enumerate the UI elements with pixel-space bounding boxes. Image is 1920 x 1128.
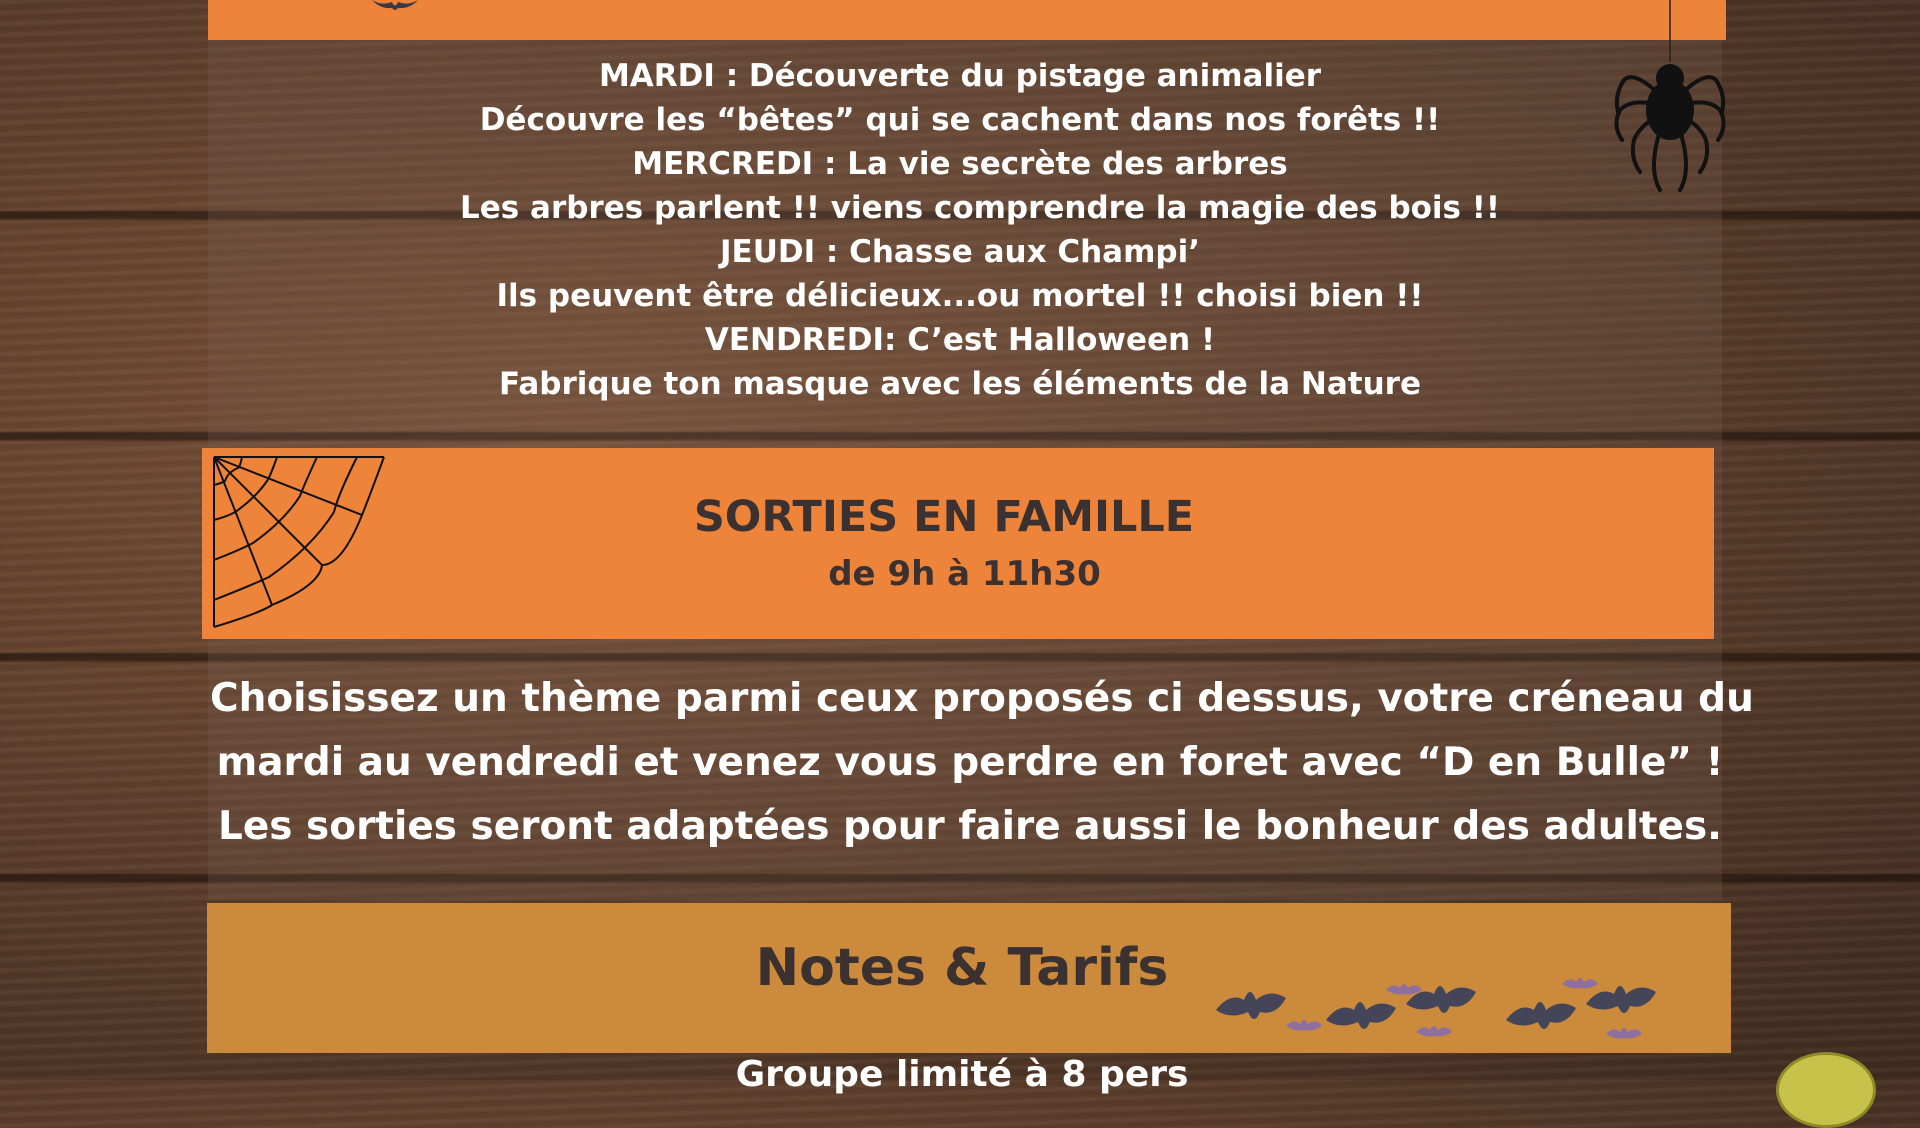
- schedule-line: Les arbres parlent !! viens comprendre la magie des bois !!: [460, 190, 1501, 226]
- weekly-schedule: [460, 54, 1501, 406]
- schedule-line: Découvre les “bêtes” qui se cachent dans nos forêts !!: [479, 102, 1441, 138]
- description-line: mardi au vendredi et venez vous perdre en foret avec “D en Bulle” !: [216, 740, 1724, 785]
- schedule-line: MERCREDI : La vie secrète des arbres: [632, 146, 1288, 182]
- schedule-line: Fabrique ton masque avec les éléments de la Nature: [499, 366, 1421, 402]
- pumpkin-icon: [1776, 1052, 1876, 1128]
- sorties-banner: [202, 448, 1714, 639]
- sorties-title: SORTIES EN FAMILLE: [693, 492, 1195, 542]
- schedule-line: VENDREDI: C’est Halloween !: [704, 322, 1216, 358]
- sorties-time: de 9h à 11h30: [828, 554, 1101, 594]
- schedule-line: MARDI : Découverte du pistage animalier: [598, 58, 1322, 94]
- description-line: Choisissez un thème parmi ceux proposés ci dessus, votre créneau du: [210, 676, 1754, 721]
- groupe-info: Groupe limité à 8 pers: [735, 1054, 1189, 1095]
- top-orange-band: [208, 0, 1726, 40]
- bat-icon: [370, 0, 420, 12]
- spider-icon: [1604, 0, 1734, 200]
- bats-icon: [1210, 970, 1680, 1050]
- schedule-line: Ils peuvent être délicieux...ou mortel !! choisi bien !!: [496, 278, 1424, 314]
- schedule-line: JEUDI : Chasse aux Champi’: [719, 234, 1200, 270]
- notes-title: Notes & Tarifs: [755, 938, 1169, 998]
- sorties-description: [210, 667, 1754, 859]
- spider-web-icon: [212, 455, 387, 630]
- description-line: Les sorties seront adaptées pour faire aussi le bonheur des adultes.: [217, 804, 1723, 849]
